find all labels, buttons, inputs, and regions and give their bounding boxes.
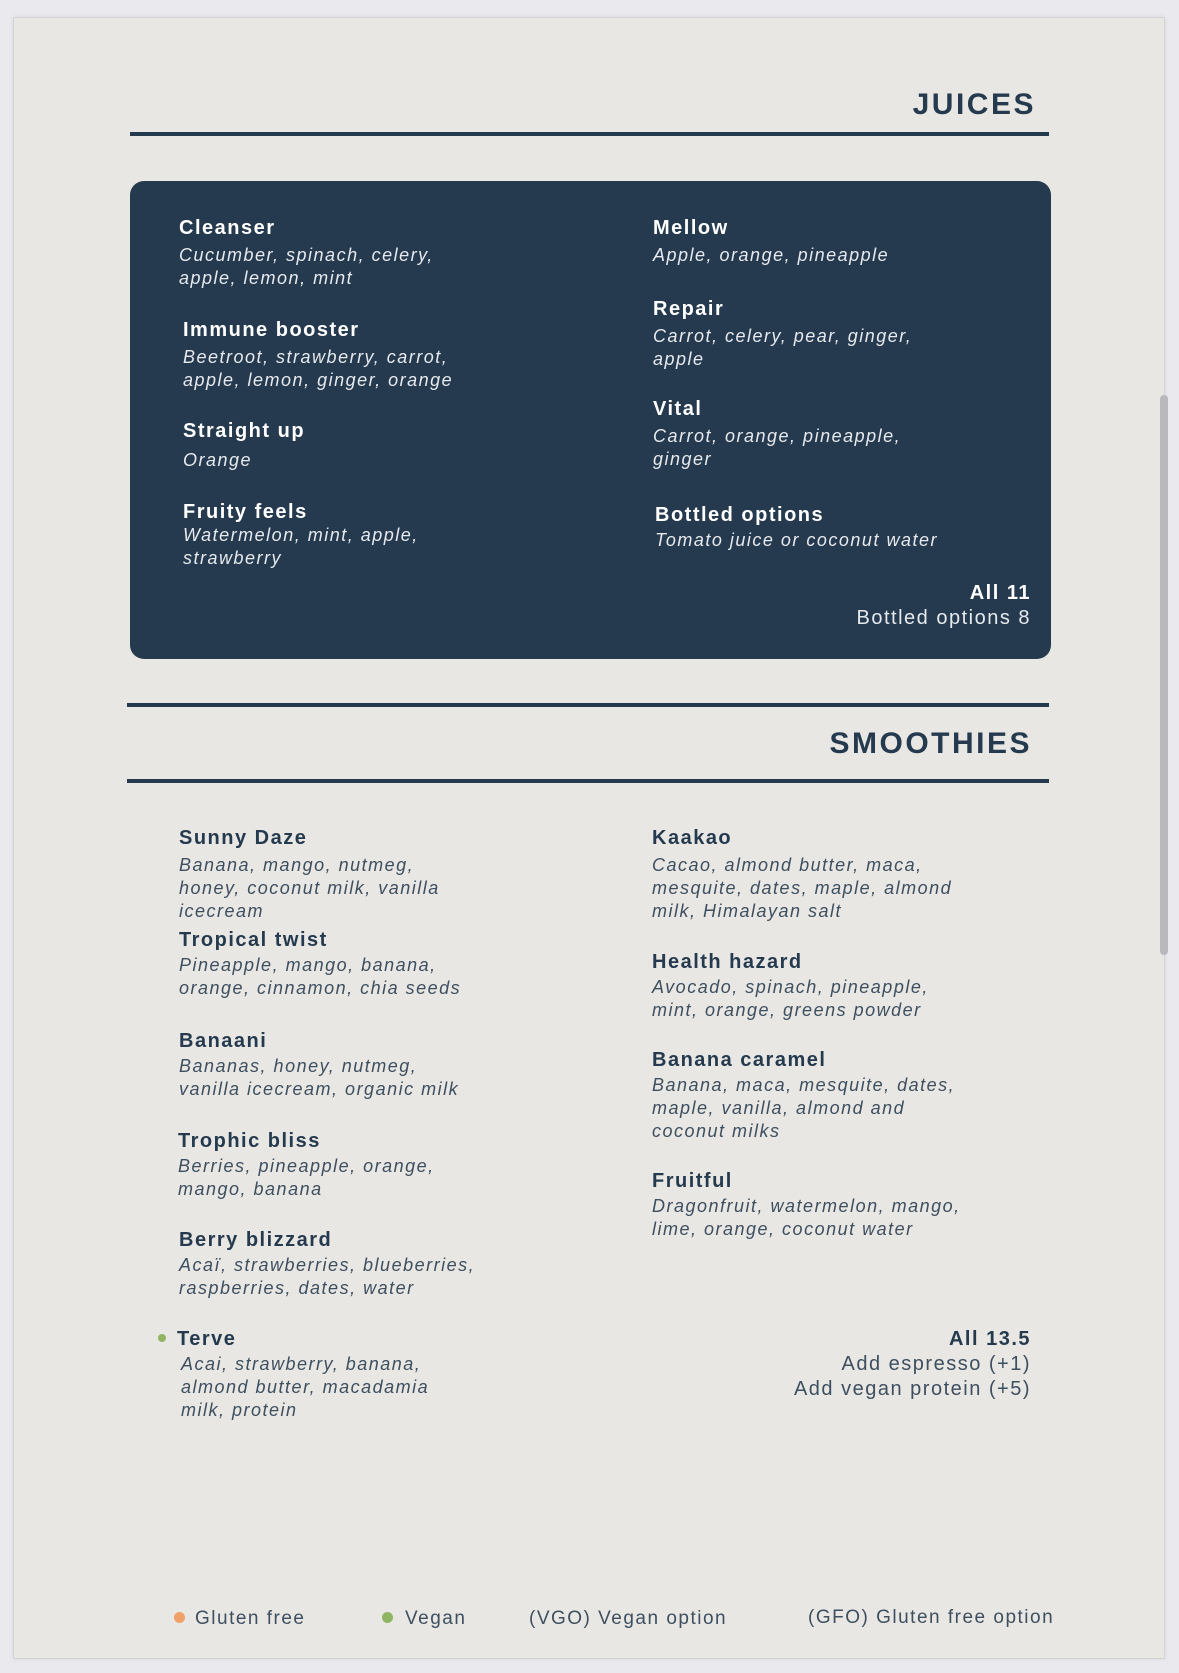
juices-heading-rule: [130, 132, 1049, 136]
menu-page: [13, 17, 1165, 1659]
smoothie-item-terve: [177, 1327, 597, 1422]
smoothies-addon-espresso: Add espresso (+1): [841, 1353, 1031, 1375]
juices-price-block: [857, 581, 1032, 631]
gluten-free-dot-icon: [174, 1612, 185, 1623]
juice-item-fruity-feels: [183, 500, 603, 570]
juice-item-desc: Carrot, orange, pineapple, ginger: [653, 426, 902, 469]
juice-item-name: Immune booster: [183, 319, 360, 341]
juice-item-desc: Tomato juice or coconut water: [655, 530, 938, 550]
juices-price-main: All 11: [969, 582, 1031, 604]
legend-gluten-free: [174, 1608, 306, 1630]
smoothie-item-desc: Avocado, spinach, pineapple, mint, orange, greens powder: [652, 977, 929, 1020]
smoothie-item-name: Health hazard: [652, 951, 803, 973]
legend-vegan-option: (VGO) Vegan option: [529, 1608, 728, 1629]
smoothie-item-banana-caramel: [652, 1048, 1072, 1143]
smoothie-item-trophic-bliss: [178, 1129, 598, 1201]
juice-item-desc: Carrot, celery, pear, ginger, apple: [653, 326, 913, 369]
smoothie-item-desc: Berries, pineapple, orange, mango, banana: [178, 1156, 435, 1199]
smoothie-item-berry-blizzard: [179, 1228, 599, 1300]
smoothie-item-banaani: [179, 1029, 599, 1101]
juice-item-straight-up: [183, 419, 603, 472]
smoothies-bottom-rule: [127, 779, 1049, 783]
smoothie-item-name: Berry blizzard: [179, 1229, 333, 1251]
juice-item-name: Bottled options: [655, 504, 825, 526]
legend-gluten-free-option: (GFO) Gluten free option: [808, 1607, 1055, 1628]
smoothie-item-desc: Pineapple, mango, banana, orange, cinnamon, chia seeds: [179, 955, 462, 998]
juices-heading: JUICES: [912, 88, 1036, 121]
vegan-dot-icon: [382, 1612, 393, 1623]
smoothie-item-sunny-daze: [179, 826, 599, 923]
smoothie-item-desc: Acaï, strawberries, blueberries, raspberries, dates, water: [179, 1255, 476, 1298]
smoothies-price-main: All 13.5: [948, 1328, 1031, 1350]
smoothies-heading: SMOOTHIES: [829, 727, 1032, 760]
smoothie-item-desc: Cacao, almond butter, maca, mesquite, dates, maple, almond milk, Himalayan salt: [652, 855, 953, 921]
vegan-dot-icon: [158, 1334, 166, 1342]
juice-item-vital: [653, 397, 1073, 471]
juice-item-desc: Apple, orange, pineapple: [653, 245, 890, 265]
juice-item-immune-booster: [183, 318, 603, 392]
legend-vegan-label: Vegan: [405, 1608, 467, 1629]
smoothie-item-name: Terve: [177, 1328, 237, 1350]
smoothie-item-name: Banaani: [179, 1030, 268, 1052]
juice-item-name: Mellow: [653, 217, 729, 239]
smoothie-item-fruitful: [652, 1169, 1072, 1241]
juice-item-desc: Beetroot, strawberry, carrot, apple, lemon, ginger, orange: [183, 347, 454, 390]
smoothie-item-desc: Banana, maca, mesquite, dates, maple, vanilla, almond and coconut milks: [652, 1075, 956, 1141]
juices-price-sub: Bottled options 8: [856, 607, 1031, 629]
juice-item-cleanser: [179, 216, 599, 290]
juice-item-name: Fruity feels: [183, 501, 308, 523]
juice-item-desc: Watermelon, mint, apple, strawberry: [183, 525, 419, 568]
smoothie-item-health-hazard: [652, 950, 1072, 1022]
smoothies-price-block: [794, 1327, 1031, 1402]
juice-item-repair: [653, 297, 1073, 371]
juice-item-name: Cleanser: [179, 217, 276, 239]
juice-item-name: Repair: [653, 298, 725, 320]
smoothie-item-name: Banana caramel: [652, 1049, 827, 1071]
juice-item-mellow: [653, 216, 1073, 267]
smoothie-item-desc: Bananas, honey, nutmeg, vanilla icecream, organic milk: [179, 1056, 460, 1099]
smoothie-item-name: Kaakao: [652, 827, 733, 849]
smoothie-item-name: Fruitful: [652, 1170, 733, 1192]
legend-gluten-free-label: Gluten free: [195, 1608, 306, 1629]
smoothies-addon-vegan-protein: Add vegan protein (+5): [793, 1378, 1031, 1400]
juice-item-name: Vital: [653, 398, 703, 420]
smoothie-item-name: Trophic bliss: [178, 1130, 321, 1152]
smoothie-item-tropical-twist: [179, 928, 599, 1000]
juice-item-bottled-options: [655, 503, 1075, 552]
juice-item-desc: Cucumber, spinach, celery, apple, lemon, mint: [179, 245, 434, 288]
smoothie-item-desc: Acai, strawberry, banana, almond butter, macadamia milk, protein: [181, 1354, 430, 1420]
juice-item-name: Straight up: [183, 420, 306, 442]
juice-item-desc: Orange: [183, 450, 253, 470]
smoothie-item-name: Tropical twist: [179, 929, 328, 951]
smoothies-top-rule: [127, 703, 1049, 707]
smoothie-item-kaakao: [652, 826, 1072, 923]
smoothie-item-desc: Dragonfruit, watermelon, mango, lime, orange, coconut water: [652, 1196, 961, 1239]
smoothie-item-desc: Banana, mango, nutmeg, honey, coconut milk, vanilla icecream: [179, 855, 440, 921]
smoothie-item-name: Sunny Daze: [179, 827, 308, 849]
legend-vegan: [382, 1608, 466, 1630]
juices-panel: [130, 181, 1051, 659]
scrollbar-thumb[interactable]: [1160, 395, 1168, 955]
